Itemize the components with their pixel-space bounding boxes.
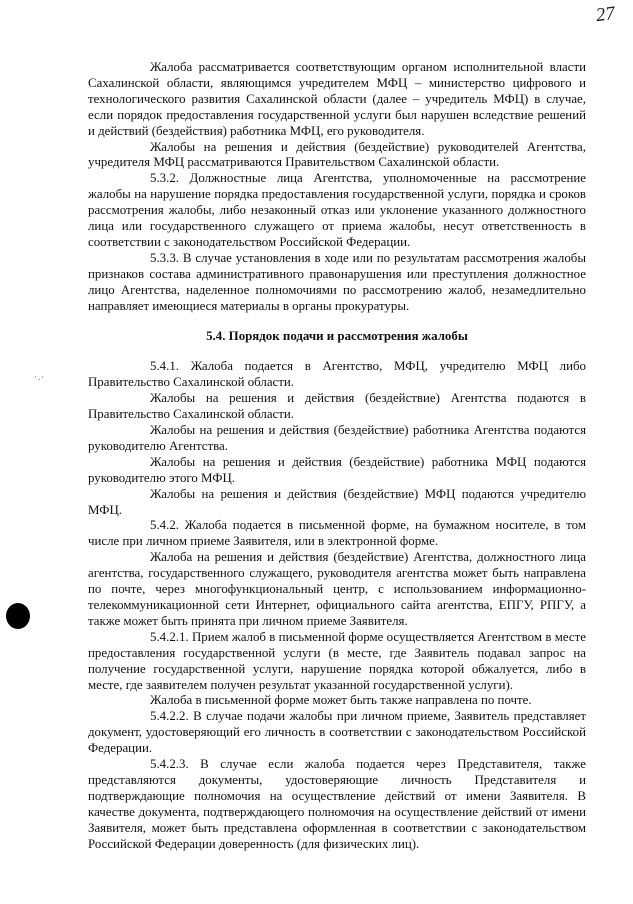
paragraph: 5.4.1. Жалоба подается в Агентство, МФЦ, учредителю МФЦ либо Правительство Сахалинской области. <box>88 359 586 390</box>
section-heading: 5.4. Порядок подачи и рассмотрения жалобы <box>206 328 468 343</box>
paragraph: 5.3.3. В случае установления в ходе или по результатам рассмотрения жалобы признаков состава административного правонарушения или преступления должностное лицо Агентства, наделенное полномочиями по рассмотрению жалоб, незамедлительно направляет имеющиеся материалы в органы прокуратуры. <box>88 250 586 313</box>
paragraph: 5.4.2.2. В случае подачи жалобы при личном приеме, Заявитель представляет документ, удостоверяющий его личность в соответствии с законодательством Российской Федерации. <box>88 709 586 756</box>
scan-specks: ·.· <box>34 372 46 382</box>
paragraph: Жалобы на решения и действия (бездействие) руководителей Агентства, учредителя МФЦ рассматриваются Правительством Сахалинской области. <box>88 139 586 170</box>
paragraph: Жалобы на решения и действия (бездействие) Агентства подаются в Правительство Сахалинской области. <box>88 391 586 422</box>
punch-hole-mark <box>6 603 30 629</box>
paragraph: Жалоба в письменной форме может быть также направлена по почте. <box>150 693 532 708</box>
paragraph: Жалобы на решения и действия (бездействие) работника Агентства подаются руководителю Агентства. <box>88 423 586 453</box>
paragraph: 5.4.2.3. В случае если жалоба подается через Представителя, также представляются документы, удостоверяющие личность Представителя и подтверждающие полномочия на осуществление действий от имени Заявителя. В качестве документа, подтверждающего полномочия на осуществление действий от имени Заявителя, может быть представлена оформленная в соответствии с законодательством Российской Федерации доверенность (для физических лиц). <box>88 757 586 851</box>
paragraph: Жалобы на решения и действия (бездействие) МФЦ подаются учредителю МФЦ. <box>88 486 586 517</box>
paragraph: 5.3.2. Должностные лица Агентства, уполномоченные на рассмотрение жалобы на нарушение порядка предоставления государственной услуги, порядка и сроков рассмотрения жалобы, либо незаконный отказ или уклонение указанного должностного лица или государственного служащего от приема жалобы, несут ответственность в соответствии с законодательством Российской Федерации. <box>88 171 586 249</box>
page-number: 27 <box>594 2 617 27</box>
paragraph: Жалобы на решения и действия (бездействие) работника МФЦ подаются руководителю этого МФЦ. <box>88 454 586 485</box>
paragraph: 5.4.2. Жалоба подается в письменной форме, на бумажном носителе, в том числе при личном приеме Заявителя, или в электронной форме. <box>88 518 586 549</box>
paragraph: Жалоба на решения и действия (бездействие) Агентства, должностного лица агентства, государственного служащего, руководителя агентства может быть направлена по почте, через многофункциональный центр, с использованием информационно-телекоммуникационной сети Интернет, официального сайта агентства, ЕПГУ, РПГУ, а также может быть принята при личном приеме Заявителя. <box>88 550 586 628</box>
paragraph: 5.4.2.1. Прием жалоб в письменной форме осуществляется Агентством в месте предоставления государственной услуги (в месте, где Заявитель подавал запрос на получение государственной услуги, нарушение порядка которой обжалуется, либо в месте, где заявителем получен результат указанной государственной услуги). <box>88 629 586 692</box>
paragraph: Жалоба рассматривается соответствующим органом исполнительной власти Сахалинской области, являющимся учредителем МФЦ – министерство цифрового и технологического развития Сахалинской области (далее – учредитель МФЦ) в случае, если порядок предоставления государственной услуги был нарушен вследствие решений и действий (бездействия) работника МФЦ, его руководителя. <box>88 60 586 138</box>
document-body <box>88 60 586 853</box>
